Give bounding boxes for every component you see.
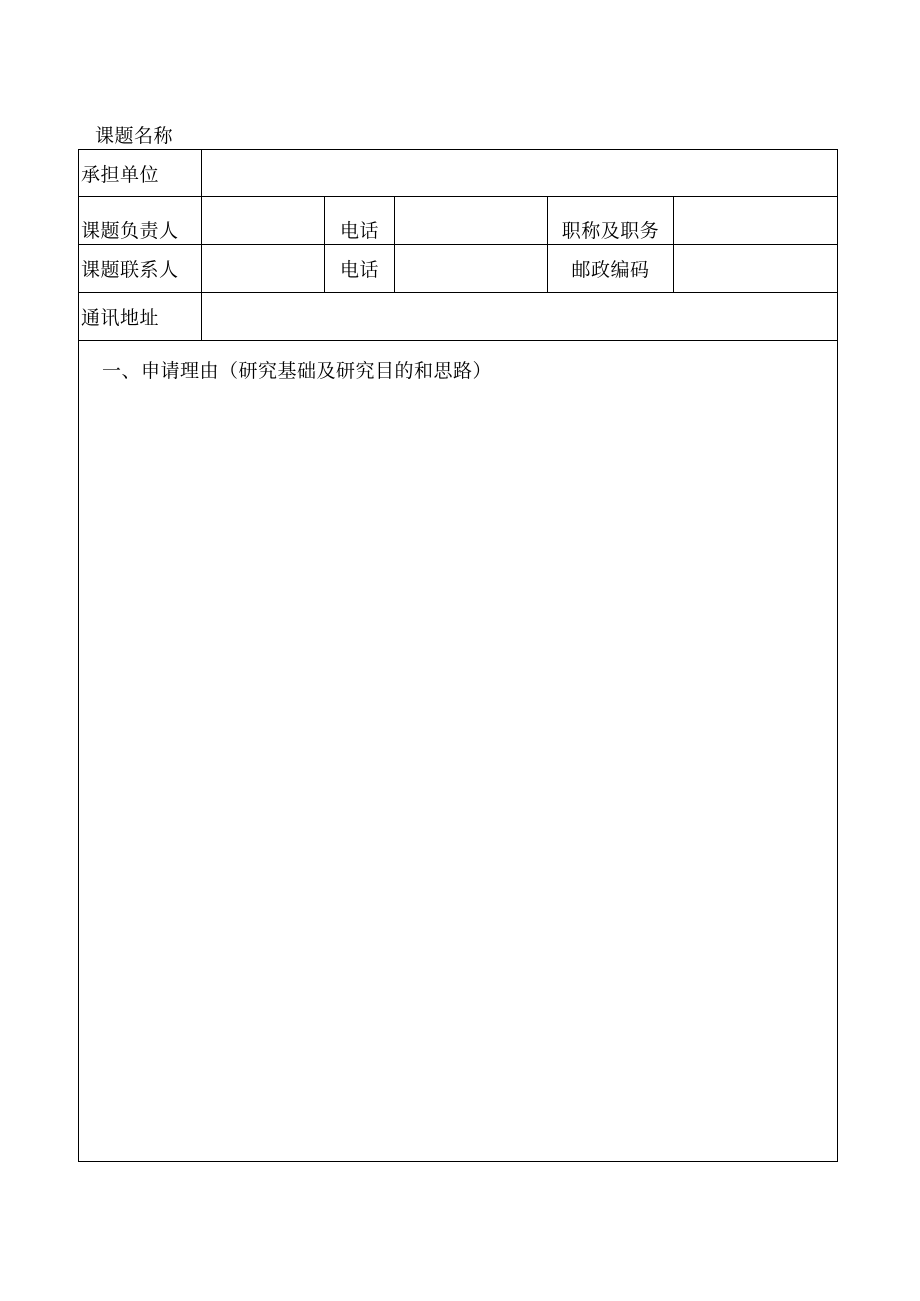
- address-field[interactable]: [202, 293, 838, 341]
- leader-phone-label: 电话: [325, 197, 395, 245]
- leader-row: [79, 197, 838, 245]
- contact-field[interactable]: [202, 245, 325, 293]
- contact-label: 课题联系人: [79, 245, 202, 293]
- reason-row: [79, 341, 838, 1162]
- contact-row: [79, 245, 838, 293]
- address-row: [79, 293, 838, 341]
- reason-area[interactable]: [79, 341, 838, 1162]
- postcode-field[interactable]: [674, 245, 838, 293]
- contact-phone-field[interactable]: [395, 245, 548, 293]
- reason-heading: 一、申请理由（研究基础及研究目的和思路）: [102, 360, 493, 382]
- address-label: 通讯地址: [79, 293, 202, 341]
- project-name-label: 课题名称: [95, 125, 174, 147]
- leader-phone-field[interactable]: [395, 197, 548, 245]
- unit-label: 承担单位: [79, 150, 202, 197]
- unit-field[interactable]: [202, 150, 838, 197]
- postcode-label: 邮政编码: [548, 245, 674, 293]
- title-position-field[interactable]: [674, 197, 838, 245]
- title-position-label: 职称及职务: [548, 197, 674, 245]
- unit-row: [79, 150, 838, 197]
- application-form-table: [78, 149, 838, 1162]
- leader-field[interactable]: [202, 197, 325, 245]
- contact-phone-label: 电话: [325, 245, 395, 293]
- leader-label: 课题负责人: [79, 197, 202, 245]
